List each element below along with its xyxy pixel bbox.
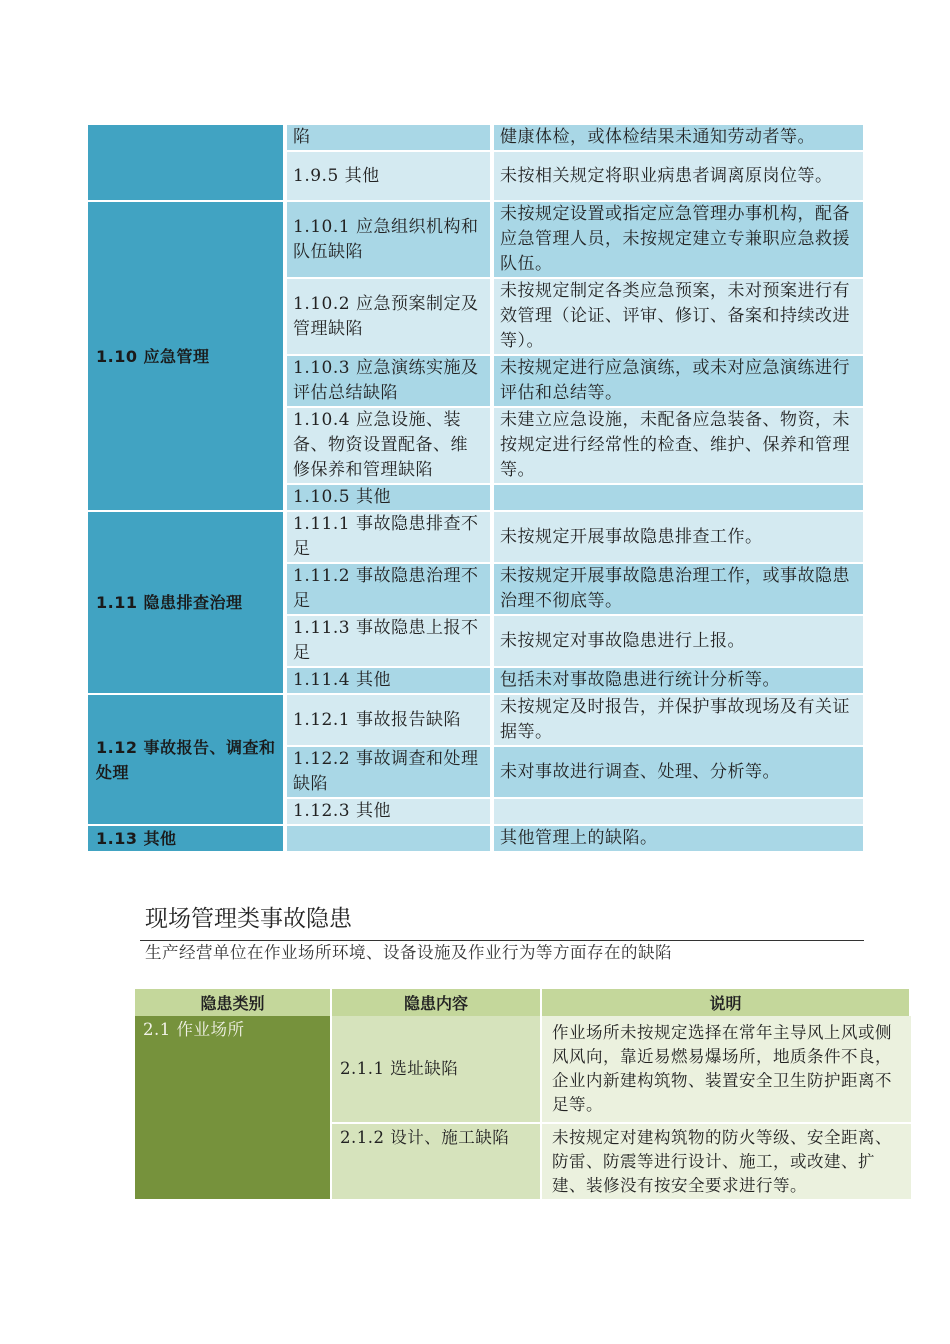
content-cell: 1.12.3 其他 — [287, 799, 494, 826]
description-cell: 健康体检，或体检结果未通知劳动者等。 — [494, 125, 863, 152]
category-cell — [88, 125, 287, 202]
column-header-category: 隐患类别 — [135, 989, 332, 1016]
table-row — [88, 125, 863, 152]
hazard-table-management — [88, 125, 863, 853]
column-header-description: 说明 — [542, 989, 911, 1016]
description-cell: 未按规定进行应急演练，或未对应急演练进行评估和总结等。 — [494, 356, 863, 408]
table-row — [88, 512, 863, 564]
description-cell: 未按规定制定各类应急预案，未对预案进行有效管理（论证、评审、修订、备案和持续改进等）。 — [494, 279, 863, 356]
content-cell: 2.1.2 设计、施工缺陷 — [332, 1124, 542, 1199]
table-row — [88, 695, 863, 747]
content-cell: 1.10.4 应急设施、装备、物资设置配备、维修保养和管理缺陷 — [287, 408, 494, 485]
category-cell: 2.1 作业场所 — [135, 1016, 332, 1199]
table-row — [88, 202, 863, 279]
content-cell: 1.11.4 其他 — [287, 668, 494, 695]
table-row — [135, 1016, 911, 1124]
description-cell — [494, 485, 863, 512]
category-cell: 1.13 其他 — [88, 826, 287, 853]
description-cell: 未按规定开展事故隐患治理工作，或事故隐患治理不彻底等。 — [494, 564, 863, 616]
category-cell: 1.11 隐患排查治理 — [88, 512, 287, 695]
description-cell: 作业场所未按规定选择在常年主导风上风或侧风风向，靠近易燃易爆场所，地质条件不良，企业内新建构筑物、装置安全卫生防护距离不足等。 — [542, 1016, 911, 1124]
content-cell: 1.12.2 事故调查和处理缺陷 — [287, 747, 494, 799]
content-cell: 1.12.1 事故报告缺陷 — [287, 695, 494, 747]
content-cell: 1.11.2 事故隐患治理不足 — [287, 564, 494, 616]
description-cell: 未按相关规定将职业病患者调离原岗位等。 — [494, 152, 863, 202]
section-title: 现场管理类事故隐患 — [145, 906, 352, 932]
description-cell: 未按规定设置或指定应急管理办事机构，配备应急管理人员，未按规定建立专兼职应急救援队伍。 — [494, 202, 863, 279]
content-cell: 1.11.1 事故隐患排查不足 — [287, 512, 494, 564]
description-cell: 其他管理上的缺陷。 — [494, 826, 863, 853]
content-cell: 陷 — [287, 125, 494, 152]
table-row — [88, 826, 863, 853]
description-cell: 未对事故进行调查、处理、分析等。 — [494, 747, 863, 799]
content-cell: 1.10.5 其他 — [287, 485, 494, 512]
category-cell: 1.12 事故报告、调查和处理 — [88, 695, 287, 826]
section-subtitle: 生产经营单位在作业场所环境、设备设施及作业行为等方面存在的缺陷 — [145, 943, 672, 962]
category-cell: 1.10 应急管理 — [88, 202, 287, 512]
description-cell: 包括未对事故隐患进行统计分析等。 — [494, 668, 863, 695]
description-cell — [494, 799, 863, 826]
description-cell: 未建立应急设施，未配备应急装备、物资，未按规定进行经常性的检查、维护、保养和管理等。 — [494, 408, 863, 485]
column-header-content: 隐患内容 — [332, 989, 542, 1016]
content-cell: 1.10.1 应急组织机构和队伍缺陷 — [287, 202, 494, 279]
content-cell: 1.10.2 应急预案制定及管理缺陷 — [287, 279, 494, 356]
content-cell — [287, 826, 494, 853]
description-cell: 未按规定对建构筑物的防火等级、安全距离、防雷、防震等进行设计、施工，或改建、扩建、装修没有按安全要求进行等。 — [542, 1124, 911, 1199]
description-cell: 未按规定及时报告，并保护事故现场及有关证据等。 — [494, 695, 863, 747]
description-cell: 未按规定开展事故隐患排查工作。 — [494, 512, 863, 564]
table-header-row — [135, 989, 911, 1016]
description-cell: 未按规定对事故隐患进行上报。 — [494, 616, 863, 668]
content-cell: 1.11.3 事故隐患上报不足 — [287, 616, 494, 668]
content-cell: 1.9.5 其他 — [287, 152, 494, 202]
content-cell: 1.10.3 应急演练实施及评估总结缺陷 — [287, 356, 494, 408]
hazard-table-site — [135, 989, 911, 1199]
content-cell: 2.1.1 选址缺陷 — [332, 1016, 542, 1124]
